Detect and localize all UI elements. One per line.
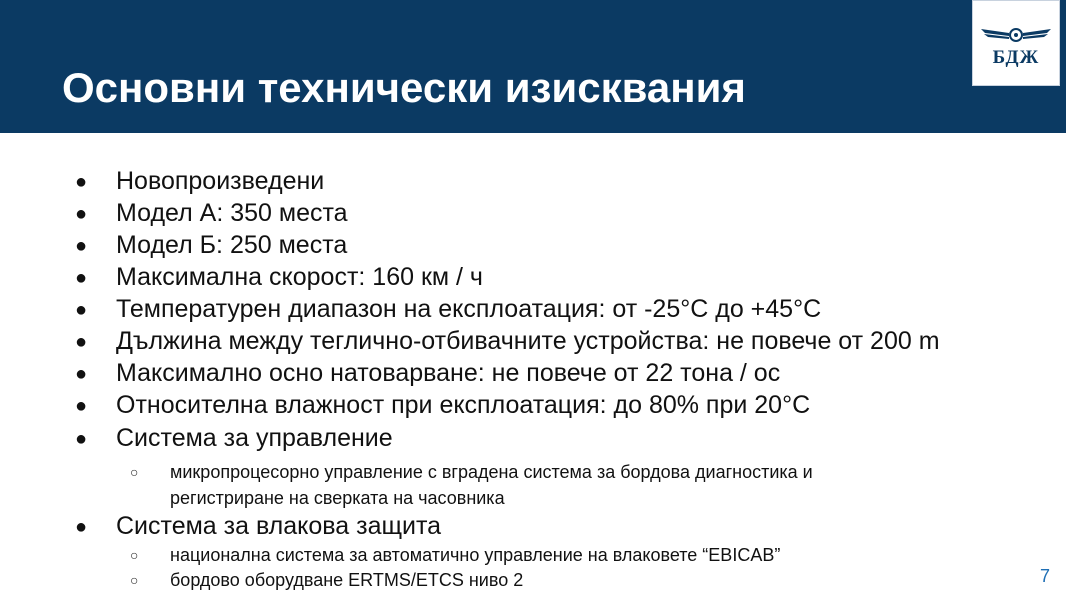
sub-list-item-text: микропроцесорно управление с вградена система за бордова диагностика и [170, 462, 813, 482]
list-item-text: Максимално осно натоварване: не повече от 22 тона / ос [116, 359, 781, 387]
bullet-icon: ● [75, 299, 88, 321]
bullet-icon: ● [75, 171, 88, 193]
sub-bullet-icon: ○ [130, 572, 139, 588]
bullet-icon: ● [75, 428, 88, 450]
list-item-text: Модел Б: 250 места [116, 231, 348, 259]
bullet-icon: ● [75, 331, 88, 353]
list-item-text: Система за влакова защита [116, 512, 442, 540]
bullet-icon: ● [75, 516, 88, 538]
list-item-text: Система за управление [116, 424, 393, 452]
sub-bullet-icon: ○ [130, 547, 139, 563]
list-item-text: Температурен диапазон на експлоатация: от -25°C до +45°C [116, 295, 822, 323]
sub-list-item-text: национална система за автоматично управление на влаковете “EBICAB” [170, 545, 781, 565]
list-item-text: Относителна влажност при експлоатация: до 80% при 20°C [116, 391, 811, 419]
list-item-text: Дължина между теглично-отбивачните устройства: не повече от 200 m [116, 327, 940, 355]
bullet-icon: ● [75, 267, 88, 289]
bullet-icon: ● [75, 395, 88, 417]
bullet-icon: ● [75, 235, 88, 257]
sub-bullet-icon: ○ [130, 464, 139, 480]
bullet-icon: ● [75, 363, 88, 385]
slide-title: Основни технически изисквания [62, 64, 746, 111]
bullet-icon: ● [75, 203, 88, 225]
list-item-text: Модел А: 350 места [116, 199, 348, 227]
sub-list-item-text: бордово оборудване ERTMS/ETCS ниво 2 [170, 570, 524, 590]
list-item-text: Максимална скорост: 160 км / ч [116, 263, 483, 291]
logo-text: БДЖ [992, 47, 1040, 68]
page-number: 7 [1040, 566, 1051, 586]
sub-list-item-text: регистриране на сверката на часовника [170, 488, 505, 508]
list-item-text: Новопроизведени [116, 167, 325, 195]
